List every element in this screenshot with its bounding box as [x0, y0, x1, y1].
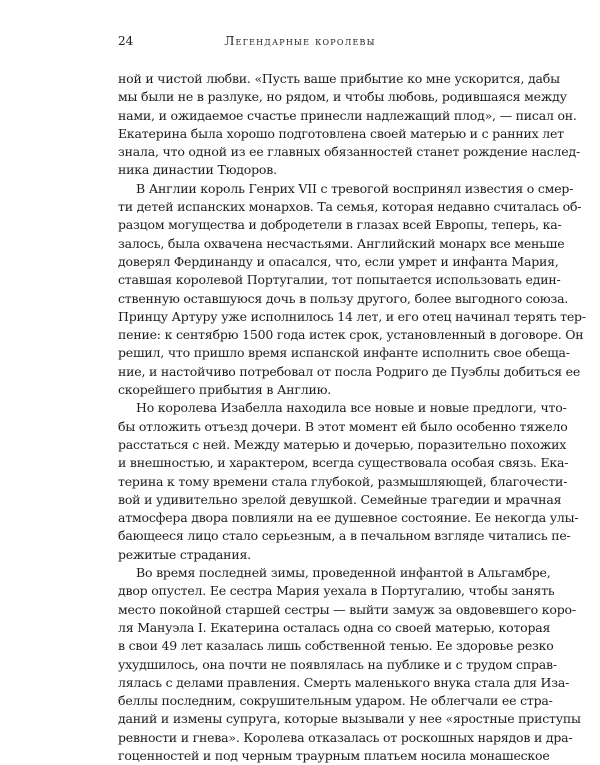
text-line: пение: к сентябрю 1500 года истек срок, установленный в договоре. Он — [118, 327, 584, 343]
text-line: доверял Фердинанду и опасался, что, если умрет и инфанта Мария, — [118, 253, 559, 269]
text-line: ревности и гнева». Королева отказалась от роскошных нарядов и дра- — [118, 729, 573, 745]
paragraph — [118, 180, 586, 400]
text-line: даний и измены супруга, которые вызывали у нее «яростные приступы — [118, 711, 581, 727]
text-line: двор опустел. Ее сестра Мария уехала в Португалию, чтобы занять — [118, 583, 555, 599]
text-line: бающееся лицо стало серьезным, а в печальном взгляде читались пе- — [118, 528, 571, 544]
text-line: и внешностью, и характером, всегда существовала особая связь. Ека- — [118, 455, 569, 471]
text-line: ной и чистой любви. «Пусть ваше прибытие ко мне ускорится, дабы — [118, 71, 560, 86]
page-header — [118, 34, 482, 54]
text-line: ля Мануэла I. Екатерина осталась одна со своей матерью, которая — [118, 619, 551, 635]
text-line: В Англии король Генрих VII с тревогой воспринял известия о смер- — [136, 180, 574, 196]
text-line: залось, была охвачена несчастьями. Английский монарх все меньше — [118, 235, 565, 251]
text-line: Во время последней зимы, проведенной инфантой в Альгамбре, — [136, 565, 551, 581]
text-line: ти детей испанских монархов. Та семья, которая недавно считалась об- — [118, 199, 582, 215]
text-line: лялась с делами правления. Смерть маленького внука стала для Иза- — [118, 674, 570, 690]
text-line: гоценностей и под черным траурным платьем носила монашеское — [118, 747, 550, 763]
text-line: решил, что пришло время испанской инфанте исполнить свое обеща- — [118, 345, 570, 361]
text-line: знала, что одной из ее главных обязанностей станет рождение наслед- — [118, 144, 580, 160]
text-line: атмосфера двора повлияли на ее душевное состояние. Ее некогда улы- — [118, 510, 579, 526]
text-line: ственную оставшуюся дочь в пользу другого, более выгодного союза. — [118, 290, 569, 306]
text-line: Екатерина была хорошо подготовлена своей матерью и с ранних лет — [118, 125, 564, 141]
text-line: расстаться с ней. Между матерью и дочерью, поразительно похожих — [118, 436, 567, 452]
text-line: ухудшилось, она почти не появлялась на публике и с трудом справ- — [118, 656, 557, 672]
text-line: бы отложить отъезд дочери. В этот момент ей было особенно тяжело — [118, 418, 568, 434]
page-number: 24 — [118, 34, 134, 48]
text-line: в свои 49 лет казалась лишь собственной тенью. Ее здоровье резко — [118, 638, 554, 654]
text-line: место покойной старшей сестры — выйти замуж за овдовевшего коро- — [118, 601, 576, 617]
text-line: ние, и настойчиво потребовал от посла Родриго де Пуэблы добиться ее — [118, 363, 581, 379]
text-line: терина к тому времени стала глубокой, размышляющей, благочести- — [118, 473, 568, 489]
text-line: вой и удивительно зрелой девушкой. Семейные трагедии и мрачная — [118, 491, 562, 507]
text-line: Принцу Артуру уже исполнилось 14 лет, и его отец начинал терять тер- — [118, 308, 586, 324]
text-line: мы были не в разлуке, но рядом, и чтобы любовь, родившаяся между — [118, 89, 567, 105]
text-line: скорейшего прибытия в Англию. — [118, 382, 332, 398]
paragraph — [118, 399, 579, 564]
text-line: Но королева Изабелла находила все новые и новые предлоги, что- — [136, 400, 567, 416]
text-line: ставшая королевой Португалии, тот попытается использовать един- — [118, 272, 561, 288]
running-title: Легендарные королевы — [224, 34, 376, 48]
paragraph — [118, 564, 581, 765]
body-text — [118, 70, 586, 765]
text-line: ника династии Тюдоров. — [118, 162, 277, 178]
text-line: разцом могущества и добродетели в глазах всей Европы, теперь, ка- — [118, 217, 562, 233]
paragraph — [118, 70, 580, 180]
text-line: нами, и ожидаемое счастье принесли надлежащий плод», — писал он. — [118, 107, 577, 123]
text-line: режитые страдания. — [118, 546, 251, 562]
text-line: беллы последним, сокрушительным ударом. Не облегчали ее стра- — [118, 693, 553, 709]
